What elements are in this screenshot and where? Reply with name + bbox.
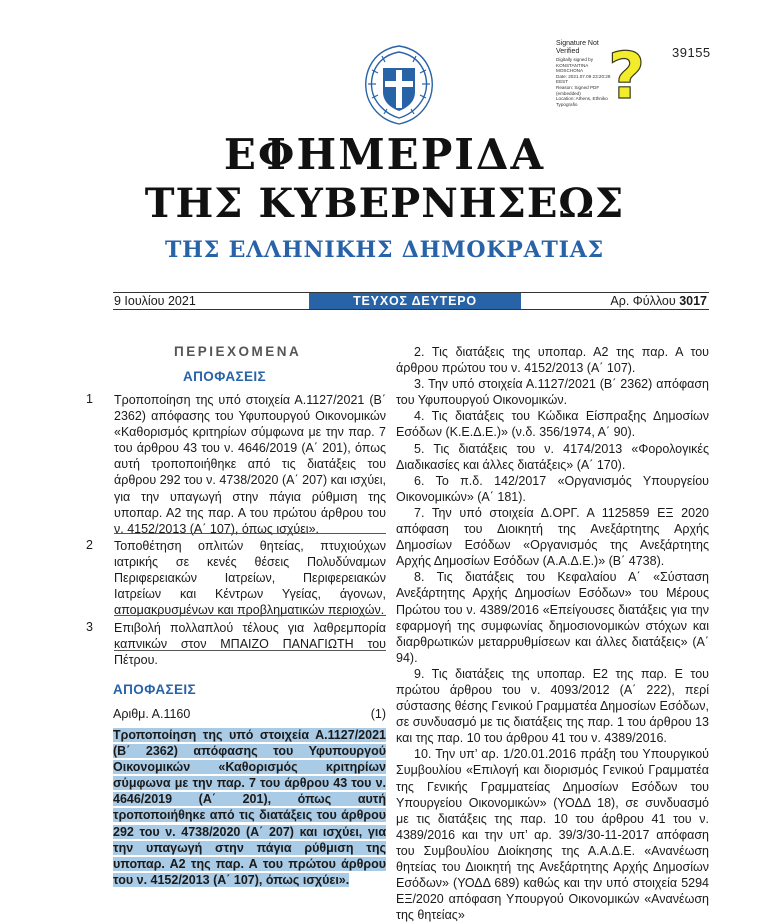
sheet-number (610, 294, 707, 308)
paragraph: 3. Την υπό στοιχεία Α.1127/2021 (Β΄ 2362) απόφαση του Υφυπουργού Οικονομικών. (396, 377, 709, 408)
sheet-label: Αρ. Φύλλου (610, 294, 676, 308)
toc-title: ΠΕΡΙΕΧΟΜΕΝΑ (174, 344, 302, 359)
toc-section-heading: ΑΠΟΦΑΣΕΙΣ (183, 369, 267, 384)
signature-line: Digitally signed by (556, 57, 594, 62)
decision-ref-label: Αριθμ. Α.1160 (113, 707, 191, 721)
paragraph: 4. Τις διατάξεις του Κώδικα Είσπραξης Δημοσίων Εσόδων (Κ.Ε.Δ.Ε.)» (ν.δ. 356/1974, Α΄ 90). (396, 409, 709, 440)
signature-line: Date: 2021.07.09 23:20:28 (556, 73, 611, 79)
sheet-number-value: 3017 (679, 294, 707, 308)
toc-item-text: Τροποποίηση της υπό στοιχεία Α.1127/2021 (Β΄ 2362) απόφασης του Υφυπουργού Οικονομικών «Καθορισμός κριτηρίων σύμφωνα με την παρ. 7 του άρθρου 43 του ν. 4646/2019 (Α΄ 201), όπως αυτή τροποποιήθηκε από τις διατάξεις του άρθρου 292 του ν. 4738/2020 (Α΄ 207) και ισχύει, για την υπαγωγή στην πάγια ρύθμιση της υποπαρ. Α2 της παρ. Α του πρώτου άρθρου του ν. 4152/2013 (Α΄ 107), όπως ισχύει». (114, 393, 386, 536)
paragraph: 7. Την υπό στοιχεία Δ.ΟΡΓ. Α 1125859 ΕΞ 2020 απόφαση του Διοικητή της Ανεξάρτητης Αρχής Δημοσίων Εσόδων «Οργανισμός της Ανεξάρτητης Αρχής Δημοσίων Εσόδων (Α.Α.Δ.Ε.)» (Β΄ 4738). (396, 505, 709, 569)
page-number: 39155 (672, 45, 711, 60)
signature-line: Reason: Signed PDF (556, 84, 600, 90)
divider (114, 533, 386, 534)
masthead-subtitle: ΤΗΣ ΚΥΒΕΡΝΗΣΕΩΣ (144, 180, 625, 227)
decision-title-highlighted (113, 727, 386, 888)
unverified-question-mark-icon (570, 40, 662, 114)
signature-line: EEST (556, 79, 568, 85)
toc-item-number: 3 (86, 620, 93, 634)
toc-item-text: Τοποθέτηση οπλιτών θητείας, πτυχιούχων ιατρικής σε κενές θέσεις Πολυδύναμων Περιφερειακών Ιατρείων, Περιφερειακών Ιατρείων και Κέντρων Υγείας, άγονων, απομακρυσμένων και προβληματικών περιοχών. (114, 539, 386, 618)
signature-line: Typografio (556, 101, 578, 107)
toc-item-text: Επιβολή πολλαπλού τέλους για λαθρεμπορία καπνικών στον ΜΠΑΙΖΟ ΠΑΝΑΓΙΩΤΗ του Πέτρου. (114, 621, 386, 668)
decisions-heading: ΑΠΟΦΑΣΕΙΣ (113, 682, 197, 697)
paragraph: 10. Την υπ’ αρ. 1/20.01.2016 πράξη του Υπουργικού Συμβουλίου «Επιλογή και διορισμός Γενικού Γραμματέα της Γενικής Γραμματείας Δημοσίων Εσόδων του Υπουργείου Οικονομικών» (ΥΟΔΔ 18), σε συνδυασμό με τις διατάξεις της παρ. 10 του άρθρου 41 του ν. 4389/2016 και την υπ’ αρ. 39/3/30-11-2017 απόφαση του Συμβουλίου Διοίκησης της Α.Α.Δ.Ε. «Ανανέωση θητείας του Διοικητή της Ανεξάρτητης Αρχής Δημοσίων Εσόδων» (ΥΟΔΔ 689) καθώς και την υπό στοιχεία 5294 ΕΞ/2020 απόφαση Υπουργού Οικονομικών «Ανανέωση της θητείας» (396, 747, 709, 923)
signature-line: (embedded) (556, 90, 581, 96)
issue-date: 9 Ιουλίου 2021 (114, 294, 196, 308)
signature-line: MOSCHONA (556, 68, 584, 74)
issue-info-band (113, 292, 709, 310)
right-column-text (396, 344, 709, 923)
decision-reference (113, 707, 386, 721)
paragraph: 2. Τις διατάξεις της υποπαρ. Α2 της παρ. Α του άρθρου πρώτου του ν. 4152/2013 (Α΄ 107). (396, 345, 709, 376)
issue-series: ΤΕΥΧΟΣ ΔΕΥΤΕΡΟ (309, 293, 521, 309)
paragraph: 6. Το π.δ. 142/2017 «Οργανισμός Υπουργείου Οικονομικών» (Α΄ 181). (396, 473, 709, 504)
divider (114, 650, 386, 651)
masthead-republic: ΤΗΣ ΕΛΛΗΝΙΚΗΣ ΔΗΜΟΚΡΑΤΙΑΣ (165, 237, 604, 263)
signature-title: Signature Not Verified (556, 40, 599, 55)
paragraph: 9. Τις διατάξεις της υποπαρ. Ε2 της παρ. Ε του πρώτου άρθρου του ν. 4093/2012 (Α΄ 222), περί σύστασης θέσης Γενικού Γραμματέα Δημοσίων Εσόδων, σε συνδυασμό με τις διατάξεις της παρ. 1 του άρθρου 13 και της παρ. 10 του άρθρου 41 του ν. 4389/2016. (396, 666, 709, 746)
paragraph: 8. Τις διατάξεις του Κεφαλαίου Α΄ «Σύσταση Ανεξάρτητης Αρχής Δημοσίων Εσόδων» του Μέρους Πρώτου του ν. 4389/2016 «Επείγουσες διατάξεις για την εφαρμογή της συμφωνίας δημοσιονομικών στόχων και διαρθρωτικών μεταρρυθμίσεων και άλλες διατάξεις» (Α΄ 94). (396, 570, 709, 665)
decision-ref-number: (1) (370, 707, 386, 721)
digital-signature-stamp (556, 40, 662, 114)
toc-item-number: 1 (86, 392, 93, 406)
highlighted-text: Τροποποίηση της υπό στοιχεία Α.1127/2021 (Β΄ 2362) απόφασης του Υφυπουργού Οικονομικών «Καθορισμός κριτηρίων σύμφωνα με την παρ. 7 του άρθρου 43 του ν. 4646/2019 (Α΄ 201), όπως αυτή τροποποιήθηκε από τις διατάξεις του άρθρου 292 του ν. 4738/2020 (Α΄ 207) και ισχύει, για την υπαγωγή στην πάγια ρύθμιση της υποπαρ. Α2 της παρ. Α του πρώτου άρθρου του ν. 4152/2013 (Α΄ 107), όπως ισχύει». (113, 728, 386, 887)
toc-item-number: 2 (86, 538, 93, 552)
masthead-title: ΕΦΗΜΕΡΙΔΑ (223, 130, 546, 179)
greek-coat-of-arms-emblem (360, 42, 438, 126)
signature-line: Location: Athens, Ethniko (556, 96, 608, 102)
paragraph: 5. Τις διατάξεις του ν. 4174/2013 «Φορολογικές Διαδικασίες και άλλες διατάξεις» (Α΄ 170). (396, 441, 709, 472)
svg-text:?: ? (608, 40, 646, 114)
signature-line: KONSTANTINA (556, 62, 589, 68)
divider (114, 615, 386, 616)
